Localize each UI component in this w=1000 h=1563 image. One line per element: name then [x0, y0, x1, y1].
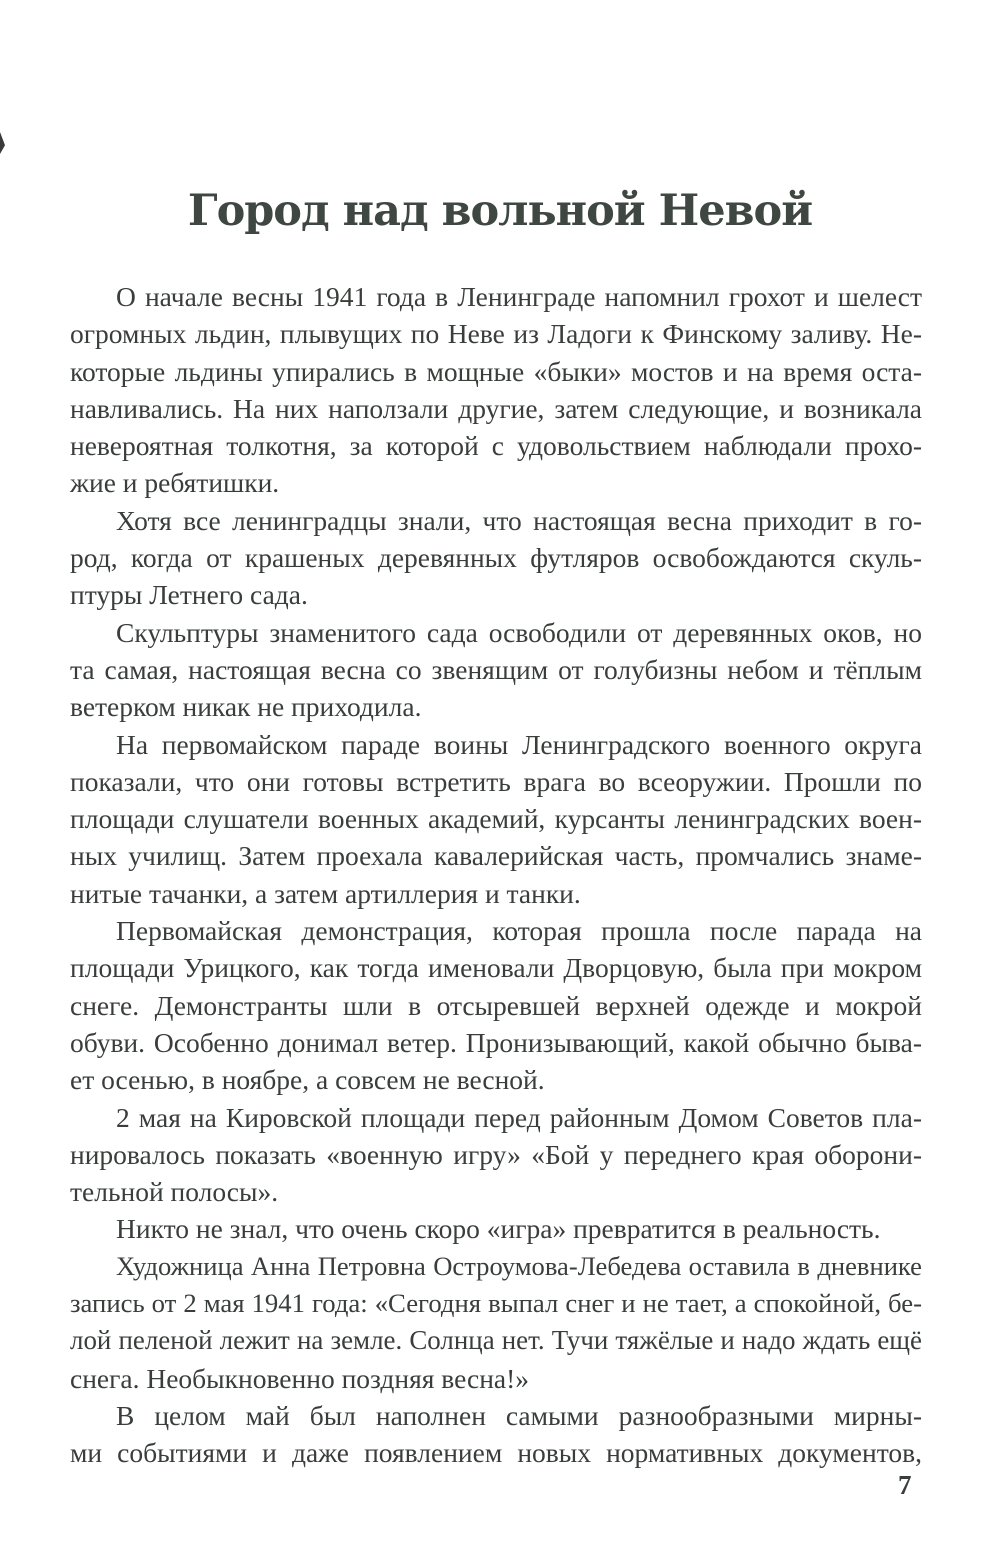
page-edge-mark: [0, 132, 5, 154]
paragraph: [70, 278, 922, 502]
text-line: нировалось показать «военную игру» «Бой у переднего края оборони-: [70, 1138, 922, 1170]
text-line: обуви. Особенно донимал ветер. Пронизывающий, какой обычно быва-: [70, 1026, 922, 1058]
paragraph: [70, 1099, 922, 1211]
text-line: Никто не знал, что очень скоро «игра» превратится в реальность.: [116, 1213, 881, 1245]
text-line: О начале весны 1941 года в Ленинграде напомнил грохот и шелест: [116, 281, 922, 312]
text-line: жие и ребятишки.: [70, 467, 280, 499]
text-line: та самая, настоящая весна со звенящим от голубизны небом и тёплым: [70, 653, 922, 685]
text-line: птуры Летнего сада.: [70, 579, 308, 611]
text-body: [70, 278, 922, 1472]
paragraph: [70, 912, 922, 1098]
text-line: ных училищ. Затем проехала кавалерийская часть, промчались знаме-: [70, 840, 922, 872]
paragraph: [70, 726, 922, 912]
paragraph: [70, 1248, 922, 1397]
text-line: 2 мая на Кировской площади перед районным Домом Советов пла-: [116, 1101, 922, 1133]
text-line: тельной полосы».: [70, 1176, 279, 1208]
paragraph: [70, 502, 922, 614]
text-line: снеге. Демонстранты шли в отсыревшей верхней одежде и мокрой: [70, 989, 922, 1021]
text-line: лой пеленой лежит на земле. Солнца нет. Тучи тяжёлые и надо ждать ещё: [70, 1325, 922, 1356]
text-line: навливались. На них наползали другие, затем следующие, и возникала: [70, 392, 922, 424]
text-line: площади слушатели военных академий, курсанты ленинградских воен-: [70, 803, 922, 835]
text-line: ми событиями и даже появлением новых нормативных документов,: [70, 1437, 922, 1469]
text-line: Хотя все ленинградцы знали, что настоящая весна приходит в го-: [116, 504, 922, 536]
text-line: показали, что они готовы встретить врага во всеоружии. Прошли по: [70, 765, 922, 797]
text-line: ветерком никак не приходила.: [70, 691, 422, 723]
page-title: Город над вольной Невой: [187, 186, 813, 236]
paragraph: [70, 1397, 922, 1472]
page-number: 7: [898, 1470, 912, 1500]
text-line: В целом май был наполнен самыми разнообразными мирны-: [116, 1399, 922, 1431]
text-line: Первомайская демонстрация, которая прошла после парада на: [116, 915, 922, 947]
text-line: которые льдины упирались в мощные «быки» мостов и на время оста-: [70, 355, 922, 387]
text-line: площади Урицкого, как тогда именовали Дворцовую, была при мокром: [70, 952, 922, 984]
paragraph: [70, 1210, 922, 1247]
paragraph: [70, 614, 922, 726]
text-line: огромных льдин, плывущих по Неве из Ладоги к Финскому заливу. Не-: [70, 318, 922, 350]
text-line: невероятная толкотня, за которой с удовольствием наблюдали прохо-: [70, 430, 922, 462]
text-line: запись от 2 мая 1941 года: «Сегодня выпал снег и не тает, а спокойной, бе-: [70, 1288, 922, 1319]
text-line: нитые тачанки, а затем артиллерия и танки.: [70, 877, 581, 909]
text-line: Художница Анна Петровна Остроумова-Лебедева оставила в дневнике: [116, 1250, 922, 1281]
text-line: ет осенью, в ноябре, а совсем не весной.: [70, 1064, 545, 1096]
text-line: Скульптуры знаменитого сада освободили от деревянных оков, но: [116, 616, 922, 648]
text-line: снега. Необыкновенно поздняя весна!»: [70, 1362, 530, 1394]
text-line: На первомайском параде воины Ленинградского военного округа: [116, 728, 922, 760]
text-line: род, когда от крашеных деревянных футляров освобождаются скуль-: [70, 542, 922, 574]
